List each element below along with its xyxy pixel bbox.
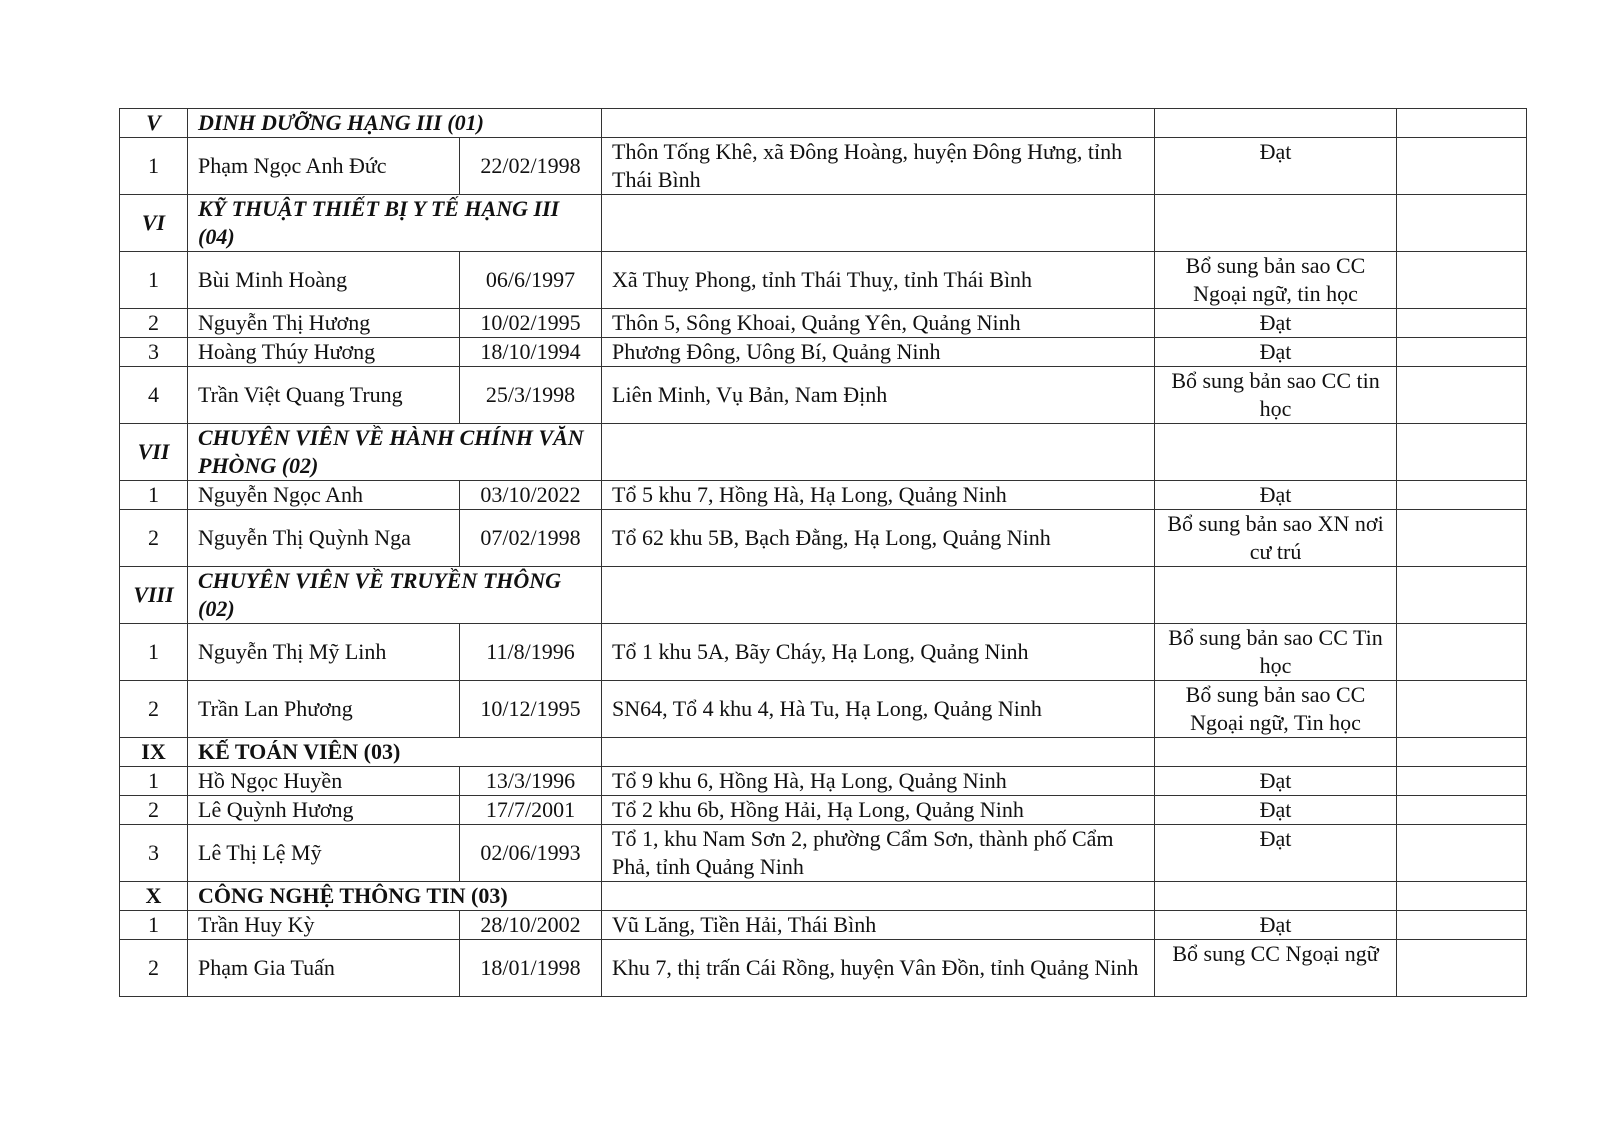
- row-number: 2: [120, 309, 188, 338]
- review-result: Đạt: [1155, 767, 1397, 796]
- empty-cell: [1155, 109, 1397, 138]
- date-of-birth: 10/02/1995: [460, 309, 602, 338]
- review-result: Đạt: [1155, 309, 1397, 338]
- table-row: [120, 940, 1527, 997]
- review-result: Đạt: [1155, 338, 1397, 367]
- candidate-name: Trần Lan Phương: [188, 681, 460, 738]
- candidate-name: Trần Huy Kỳ: [188, 911, 460, 940]
- empty-cell: [602, 424, 1155, 481]
- candidate-name: Hồ Ngọc Huyền: [188, 767, 460, 796]
- row-number: 1: [120, 911, 188, 940]
- note: [1397, 796, 1527, 825]
- candidate-table-body: [120, 109, 1527, 997]
- date-of-birth: 17/7/2001: [460, 796, 602, 825]
- candidate-name: Bùi Minh Hoàng: [188, 252, 460, 309]
- candidate-table: [119, 108, 1527, 997]
- table-row: [120, 510, 1527, 567]
- table-row: [120, 481, 1527, 510]
- table-row: [120, 796, 1527, 825]
- date-of-birth: 13/3/1996: [460, 767, 602, 796]
- table-row: [120, 825, 1527, 882]
- empty-cell: [1155, 195, 1397, 252]
- empty-cell: [1397, 882, 1527, 911]
- candidate-name: Lê Quỳnh Hương: [188, 796, 460, 825]
- note: [1397, 681, 1527, 738]
- date-of-birth: 03/10/2022: [460, 481, 602, 510]
- empty-cell: [602, 738, 1155, 767]
- table-row: [120, 338, 1527, 367]
- section-number: X: [120, 882, 188, 911]
- date-of-birth: 18/10/1994: [460, 338, 602, 367]
- table-row: [120, 367, 1527, 424]
- address: Tổ 5 khu 7, Hồng Hà, Hạ Long, Quảng Ninh: [602, 481, 1155, 510]
- candidate-name: Hoàng Thúy Hương: [188, 338, 460, 367]
- date-of-birth: 10/12/1995: [460, 681, 602, 738]
- address: Vũ Lăng, Tiền Hải, Thái Bình: [602, 911, 1155, 940]
- section-header-row: [120, 424, 1527, 481]
- candidate-name: Phạm Ngọc Anh Đức: [188, 138, 460, 195]
- address: Thôn Tống Khê, xã Đông Hoàng, huyện Đông Hưng, tỉnh Thái Bình: [602, 138, 1155, 195]
- table-row: [120, 624, 1527, 681]
- row-number: 2: [120, 796, 188, 825]
- section-title: KỸ THUẬT THIẾT BỊ Y TẾ HẠNG III (04): [188, 195, 602, 252]
- review-result: Bổ sung bản sao CC Tin học: [1155, 624, 1397, 681]
- address: Liên Minh, Vụ Bản, Nam Định: [602, 367, 1155, 424]
- review-result: Bổ sung bản sao CC Ngoại ngữ, Tin học: [1155, 681, 1397, 738]
- address: Phương Đông, Uông Bí, Quảng Ninh: [602, 338, 1155, 367]
- table-row: [120, 911, 1527, 940]
- section-title: KẾ TOÁN VIÊN (03): [188, 738, 602, 767]
- address: Tổ 62 khu 5B, Bạch Đằng, Hạ Long, Quảng Ninh: [602, 510, 1155, 567]
- empty-cell: [1397, 424, 1527, 481]
- section-title: CÔNG NGHỆ THÔNG TIN (03): [188, 882, 602, 911]
- row-number: 2: [120, 940, 188, 997]
- date-of-birth: 06/6/1997: [460, 252, 602, 309]
- empty-cell: [1155, 424, 1397, 481]
- table-row: [120, 309, 1527, 338]
- date-of-birth: 02/06/1993: [460, 825, 602, 882]
- date-of-birth: 11/8/1996: [460, 624, 602, 681]
- row-number: 4: [120, 367, 188, 424]
- candidate-name: Nguyễn Thị Quỳnh Nga: [188, 510, 460, 567]
- table-row: [120, 681, 1527, 738]
- review-result: Bổ sung bản sao CC Ngoại ngữ, tin học: [1155, 252, 1397, 309]
- note: [1397, 767, 1527, 796]
- review-result: Đạt: [1155, 825, 1397, 882]
- section-title: CHUYÊN VIÊN VỀ TRUYỀN THÔNG (02): [188, 567, 602, 624]
- table-row: [120, 138, 1527, 195]
- date-of-birth: 28/10/2002: [460, 911, 602, 940]
- section-number: VI: [120, 195, 188, 252]
- review-result: Đạt: [1155, 911, 1397, 940]
- row-number: 2: [120, 681, 188, 738]
- candidate-name: Trần Việt Quang Trung: [188, 367, 460, 424]
- address: Xã Thuỵ Phong, tỉnh Thái Thuỵ, tỉnh Thái Bình: [602, 252, 1155, 309]
- row-number: 1: [120, 624, 188, 681]
- empty-cell: [602, 882, 1155, 911]
- note: [1397, 911, 1527, 940]
- empty-cell: [602, 567, 1155, 624]
- review-result: Đạt: [1155, 138, 1397, 195]
- empty-cell: [1155, 567, 1397, 624]
- date-of-birth: 18/01/1998: [460, 940, 602, 997]
- address: Tổ 2 khu 6b, Hồng Hải, Hạ Long, Quảng Ninh: [602, 796, 1155, 825]
- address: SN64, Tổ 4 khu 4, Hà Tu, Hạ Long, Quảng Ninh: [602, 681, 1155, 738]
- row-number: 1: [120, 252, 188, 309]
- note: [1397, 510, 1527, 567]
- candidate-name: Nguyễn Thị Mỹ Linh: [188, 624, 460, 681]
- address: Tổ 1 khu 5A, Bãy Cháy, Hạ Long, Quảng Ninh: [602, 624, 1155, 681]
- section-header-row: [120, 738, 1527, 767]
- section-header-row: [120, 195, 1527, 252]
- note: [1397, 338, 1527, 367]
- section-header-row: [120, 882, 1527, 911]
- candidate-name: Phạm Gia Tuấn: [188, 940, 460, 997]
- empty-cell: [1397, 195, 1527, 252]
- section-title: DINH DƯỠNG HẠNG III (01): [188, 109, 602, 138]
- row-number: 2: [120, 510, 188, 567]
- section-number: VII: [120, 424, 188, 481]
- note: [1397, 138, 1527, 195]
- address: Khu 7, thị trấn Cái Rồng, huyện Vân Đồn, tỉnh Quảng Ninh: [602, 940, 1155, 997]
- address: Tổ 9 khu 6, Hồng Hà, Hạ Long, Quảng Ninh: [602, 767, 1155, 796]
- empty-cell: [1155, 882, 1397, 911]
- note: [1397, 309, 1527, 338]
- review-result: Bổ sung CC Ngoại ngữ: [1155, 940, 1397, 997]
- section-title: CHUYÊN VIÊN VỀ HÀNH CHÍNH VĂN PHÒNG (02): [188, 424, 602, 481]
- empty-cell: [1397, 109, 1527, 138]
- row-number: 3: [120, 825, 188, 882]
- note: [1397, 825, 1527, 882]
- table-row: [120, 252, 1527, 309]
- row-number: 1: [120, 481, 188, 510]
- note: [1397, 940, 1527, 997]
- address: Tổ 1, khu Nam Sơn 2, phường Cẩm Sơn, thành phố Cẩm Phả, tỉnh Quảng Ninh: [602, 825, 1155, 882]
- review-result: Đạt: [1155, 481, 1397, 510]
- date-of-birth: 07/02/1998: [460, 510, 602, 567]
- table-row: [120, 767, 1527, 796]
- review-result: Đạt: [1155, 796, 1397, 825]
- candidate-name: Lê Thị Lệ Mỹ: [188, 825, 460, 882]
- section-header-row: [120, 109, 1527, 138]
- note: [1397, 252, 1527, 309]
- section-number: IX: [120, 738, 188, 767]
- candidate-name: Nguyễn Ngọc Anh: [188, 481, 460, 510]
- empty-cell: [1397, 567, 1527, 624]
- candidate-name: Nguyễn Thị Hương: [188, 309, 460, 338]
- section-number: VIII: [120, 567, 188, 624]
- row-number: 1: [120, 767, 188, 796]
- note: [1397, 367, 1527, 424]
- empty-cell: [602, 109, 1155, 138]
- row-number: 3: [120, 338, 188, 367]
- row-number: 1: [120, 138, 188, 195]
- empty-cell: [602, 195, 1155, 252]
- empty-cell: [1155, 738, 1397, 767]
- section-header-row: [120, 567, 1527, 624]
- note: [1397, 624, 1527, 681]
- date-of-birth: 25/3/1998: [460, 367, 602, 424]
- note: [1397, 481, 1527, 510]
- review-result: Bổ sung bản sao CC tin học: [1155, 367, 1397, 424]
- section-number: V: [120, 109, 188, 138]
- address: Thôn 5, Sông Khoai, Quảng Yên, Quảng Ninh: [602, 309, 1155, 338]
- empty-cell: [1397, 738, 1527, 767]
- review-result: Bổ sung bản sao XN nơi cư trú: [1155, 510, 1397, 567]
- date-of-birth: 22/02/1998: [460, 138, 602, 195]
